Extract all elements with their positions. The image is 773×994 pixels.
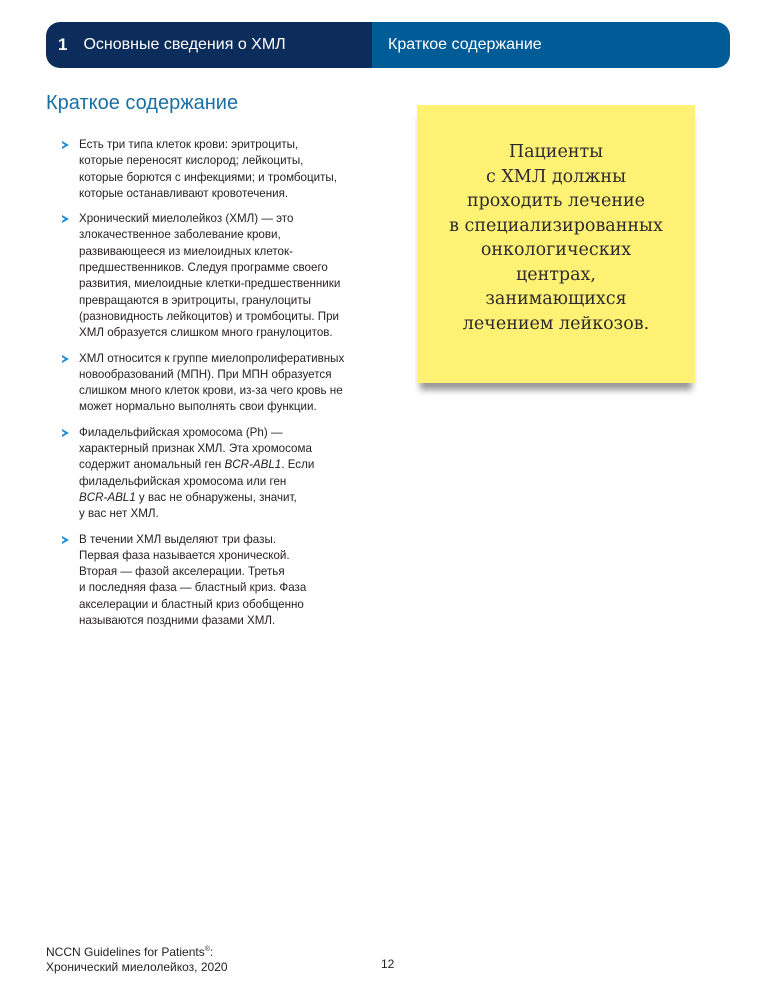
chevron-right-icon: [62, 141, 69, 149]
list-item-text: ХМЛ относится к группе миелопролиферативных новообразований (МПН). При МПН образуется слишком много клеток крови, из-за чего кровь не может нормально выполнять свои функции.: [79, 351, 345, 414]
text-segment: Филадельфийская хромосома (Ph) — характерный признак ХМЛ. Эта хромосома содержит аномальный ген: [79, 425, 312, 472]
list-item: [62, 532, 382, 630]
publication-subtitle: Хронический миелолейкоз, 2020: [46, 960, 228, 974]
list-item-text: Хронический миелолейкоз (ХМЛ) — это злокачественное заболевание крови, развивающееся из миелоидных клеток- предшественников. Следуя программе своего развития, миелоидные клетки-предшественники превращаются в эритроциты, гранулоциты (разновидность лейкоцитов) и тромбоциты. При ХМЛ образуется слишком много гранулоцитов.: [79, 212, 341, 340]
footer-publication: [46, 942, 228, 975]
list-item-text: [79, 425, 382, 523]
chevron-right-icon: [62, 215, 69, 223]
section-label: Краткое содержание: [388, 36, 542, 53]
chapter-title: Основные сведения о ХМЛ: [83, 36, 286, 53]
publication-name: NCCN Guidelines for Patients: [46, 945, 205, 959]
callout-sticky-note: [417, 105, 695, 383]
page-number: 12: [381, 957, 395, 971]
chapter-header-right: [372, 22, 730, 68]
summary-list: [62, 137, 382, 638]
chevron-right-icon: [62, 429, 69, 437]
list-item-text: В течении ХМЛ выделяют три фазы. Первая фаза называется хронической. Вторая — фазой акселерации. Третья и последняя фаза — бластный криз. Фаза акселерации и бластный криз обобщенно называются поздними фазами ХМЛ.: [79, 532, 307, 628]
list-item: [62, 351, 382, 416]
list-item: [62, 425, 382, 523]
registered-mark: ®: [204, 946, 210, 953]
chevron-right-icon: [62, 355, 69, 363]
chevron-right-icon: [62, 536, 69, 544]
list-item: [62, 137, 382, 202]
publication-line: [46, 942, 228, 960]
text-segment: у вас не обнаружены, значит, у вас нет ХМЛ.: [79, 490, 297, 521]
gene-name: BCR-ABL1: [79, 490, 136, 504]
text-segment: . Если филадельфийская хромосома или ген: [79, 458, 315, 488]
chapter-header: [46, 22, 730, 68]
chapter-number: 1: [58, 35, 68, 54]
publication-suffix: :: [209, 945, 214, 959]
page-title: Краткое содержание: [46, 92, 239, 114]
callout-text: Пациенты с ХМЛ должны проходить лечение в специализированных онкологических центрах, занимающихся лечением лейкозов.: [449, 142, 663, 334]
gene-name: BCR-ABL1: [224, 458, 282, 472]
list-item-text: Есть три типа клеток крови: эритроциты, которые переносят кислород; лейкоциты, которые борются с инфекциями; и тромбоциты, которые останавливают кровотечения.: [79, 138, 337, 200]
chapter-header-left: [46, 22, 372, 68]
list-item: [62, 211, 382, 341]
